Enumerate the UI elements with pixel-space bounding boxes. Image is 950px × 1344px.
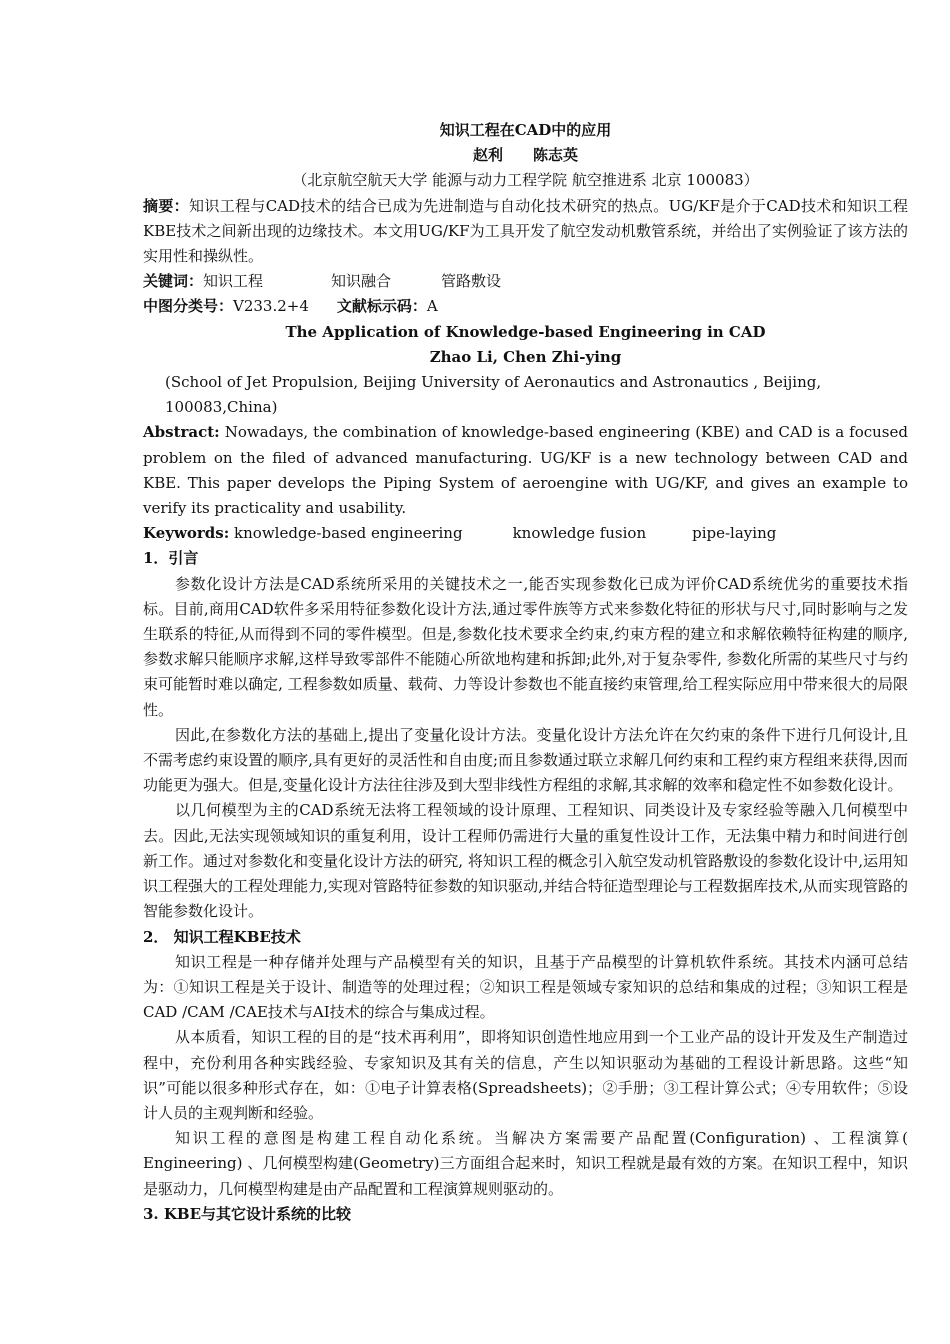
- section-2-heading: 2． 知识工程KBE技术: [143, 927, 301, 946]
- keyword-cn-item: 知识融合: [331, 272, 392, 291]
- abstract-en-label: Abstract:: [143, 423, 220, 442]
- paper-title-en: The Application of Knowledge-based Engineering in CAD: [285, 322, 766, 341]
- classification-line: [143, 294, 908, 319]
- authors-en: Zhao Li, Chen Zhi-ying: [429, 347, 622, 366]
- abstract-en: [143, 420, 908, 521]
- keyword-en-item: knowledge fusion: [512, 524, 647, 543]
- abstract-cn-text: 知识工程与CAD技术的结合已成为先进制造与自动化技术研究的热点。UG/KF是介于CAD技术和知识工程KBE技术之间新出现的边缘技术。本文用UG/KF为工具开发了航空发动机敷管系统，并给出了实例验证了该方法的实用性和操纵性。: [143, 196, 908, 266]
- abstract-cn: [143, 194, 908, 270]
- affiliation-cn: （北京航空航天大学 能源与动力工程学院 航空推进系 北京 100083）: [292, 171, 759, 190]
- doc-code-label: 文献标示码：: [336, 297, 427, 316]
- section-2-paragraph: 知识工程的意图是构建工程自动化系统。当解决方案需要产品配置(Configuration) 、工程演算( Engineering) 、几何模型构建(Geometry)三方面组合起来时，知识工程就是最有效的方案。在知识工程中，知识是驱动力，几何模型构建是由产品配置和工程演算规则驱动的。: [143, 1129, 908, 1198]
- authors-cn: 赵利 陈志英: [472, 146, 578, 165]
- section-1-paragraph: 以几何模型为主的CAD系统无法将工程领域的设计原理、工程知识、同类设计及专家经验等融入几何模型中去。因此,无法实现领域知识的重复利用，设计工程师仍需进行大量的重复性设计工作，无法集中精力和时间进行创新工作。通过对参数化和变量化设计方法的研究, 将知识工程的概念引入航空发动机管路敷设的参数化设计中,运用知识工程强大的工程处理能力,实现对管路特征参数的知识驱动,并结合特征造型理论与工程数据库技术,从而实现管路的智能参数化设计。: [143, 801, 908, 921]
- keyword-cn-item: 管路敷设: [441, 272, 502, 291]
- section-1-paragraph: 参数化设计方法是CAD系统所采用的关键技术之一,能否实现参数化已成为评价CAD系统优劣的重要技术指标。目前,商用CAD软件多采用特征参数化设计方法,通过零件族等方式来参数化特征的形状与尺寸,同时影响与之发生联系的特征,从而得到不同的零件模型。但是,参数化技术要求全约束,约束方程的建立和求解依赖特征构建的顺序,参数求解只能顺序求解,这样导致零部件不能随心所欲地构建和拆卸;此外,对于复杂零件, 参数化所需的某些尺寸与约束可能暂时难以确定, 工程参数如质量、载荷、力等设计参数也不能直接约束管理,给工程实际应用中带来很大的局限性。: [143, 574, 908, 719]
- section-1-heading: 1．引言: [143, 549, 199, 568]
- section-1-paragraph: 因此,在参数化方法的基础上,提出了变量化设计方法。变量化设计方法允许在欠约束的条件下进行几何设计,且不需考虑约束设置的顺序,具有更好的灵活性和自由度;而且参数通过联立求解几何约束和工程约束方程组来获得,因而功能更为强大。但是,变量化设计方法往往涉及到大型非线性方程组的求解,其求解的效率和稳定性不如参数化设计。: [143, 725, 908, 795]
- doc-code-value: A: [426, 297, 438, 316]
- section-2-paragraph: 从本质看，知识工程的目的是“技术再利用”，即将知识创造性地应用到一个工业产品的设计开发及生产制造过程中，充份利用各种实践经验、专家知识及其有关的信息，产生以知识驱动为基础的工程设计新思路。这些“知识”可能以很多种形式存在，如：①电子计算表格(Spreadsheets)；②手册；③工程计算公式；④专用软件；⑤设计人员的主观判断和经验。: [143, 1028, 908, 1122]
- keywords-cn: [143, 269, 908, 294]
- affiliation-en: (School of Jet Propulsion, Beijing University of Aeronautics and Astronautics , Beijing, 100083,China): [165, 373, 822, 417]
- section-3-heading: 3. KBE与其它设计系统的比较: [143, 1204, 352, 1223]
- clc-value: V233.2+4: [233, 297, 309, 316]
- keywords-en: [143, 521, 908, 546]
- keyword-en-item: pipe-laying: [692, 524, 777, 543]
- clc-label: 中图分类号：: [143, 297, 234, 316]
- keywords-en-label: Keywords:: [143, 524, 230, 543]
- keywords-cn-label: 关键词：: [143, 272, 204, 291]
- paper-title-cn: 知识工程在CAD中的应用: [439, 121, 612, 139]
- abstract-cn-label: 摘要：: [143, 196, 190, 215]
- section-2-paragraph: 知识工程是一种存储并处理与产品模型有关的知识，且基于产品模型的计算机软件系统。其技术内涵可总结为：①知识工程是关于设计、制造等的处理过程；②知识工程是领域专家知识的总结和集成的过程；③知识工程是CAD /CAM /CAE技术与AI技术的综合与集成过程。: [143, 952, 908, 1022]
- abstract-en-text: Nowadays, the combination of knowledge-based engineering (KBE) and CAD is a focused problem on the filed of advanced manufacturing. UG/KF is a new technology between CAD and KBE. This paper develops the Piping System of aeroengine with UG/KF, and gives an example to verify its practicality and usability.: [143, 423, 908, 518]
- keyword-en-item: knowledge-based engineering: [234, 524, 463, 543]
- paper-page: [143, 118, 908, 1227]
- keyword-cn-item: 知识工程: [203, 272, 264, 291]
